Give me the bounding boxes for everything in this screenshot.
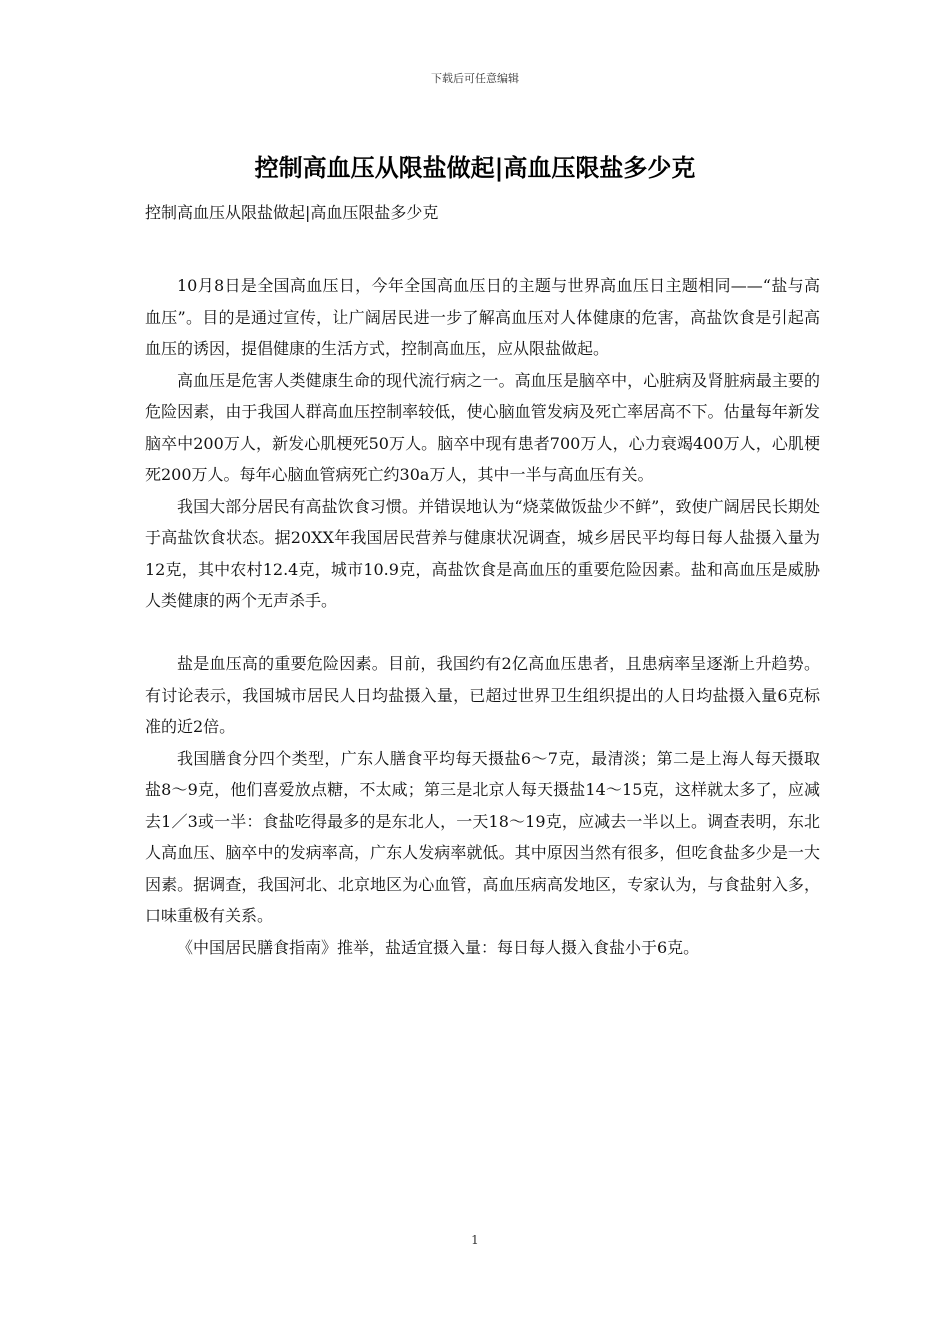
page-number: 1 xyxy=(471,1233,479,1247)
paragraph-guideline: 《中国居民膳食指南》推举，盐适宜摄入量：每日每人摄入食盐小于6克。 xyxy=(177,937,700,957)
page-header: 下载后可任意编辑 xyxy=(431,72,519,85)
paragraph-hypertension-risk: 高血压是危害人类健康生命的现代流行病之一。高血压是脑卒中，心脏病及肾脏病最主要的危险因素，由于我国人群高血压控制率较低，使心脑血管发病及死亡率居高不下。估量每年新发脑卒中200万人，新发心肌梗死50万人。脑卒中现有患者700万人，心力衰竭400万人，心肌梗死200万人。每年心脑血管病死亡约30a万人，其中一半与高血压有关。 xyxy=(145,370,820,484)
paragraph-intro: 10月8日是全国高血压日，今年全国高血压日的主题与世界高血压日主题相同——“盐与高血压”。目的是通过宣传，让广阔居民进一步了解高血压对人体健康的危害，高盐饮食是引起高血压的诱因，提倡健康的生活方式，控制高血压，应从限盐做起。 xyxy=(145,276,820,358)
paragraph-salt-risk: 盐是血压高的重要危险因素。目前，我国约有2亿高血压患者，且患病率呈逐渐上升趋势。有讨论表示，我国城市居民人日均盐摄入量，已超过世界卫生组织提出的人日均盐摄入量6克标准的近2倍。 xyxy=(145,654,820,736)
paragraph-diet-types: 我国膳食分四个类型，广东人膳食平均每天摄盐6～7克，最清淡；第二是上海人每天摄取盐8～9克，他们喜爱放点糖，不太咸；第三是北京人每天摄盐14～15克，这样就太多了，应减去1／3或一半：食盐吃得最多的是东北人，一天18～19克，应减去一半以上。调查表明，东北人高血压、脑卒中的发病率高，广东人发病率就低。其中原因当然有很多，但吃食盐多少是一大因素。据调查，我国河北、北京地区为心血管，高血压病高发地区，专家认为，与食盐射入多，口味重极有关系。 xyxy=(145,748,820,925)
document-title: 控制高血压从限盐做起|高血压限盐多少克 xyxy=(254,154,696,182)
document-body xyxy=(145,270,820,963)
document-subtitle: 控制高血压从限盐做起|高血压限盐多少克 xyxy=(145,203,439,222)
paragraph-salt-habits: 我国大部分居民有高盐饮食习惯。并错误地认为“烧菜做饭盐少不鲜”，致使广阔居民长期处于高盐饮食状态。据20XX年我国居民营养与健康状况调查，城乡居民平均每日每人盐摄入量为12克，其中农村12.4克，城市10.9克，高盐饮食是高血压的重要危险因素。盐和高血压是威胁人类健康的两个无声杀手。 xyxy=(145,496,820,610)
